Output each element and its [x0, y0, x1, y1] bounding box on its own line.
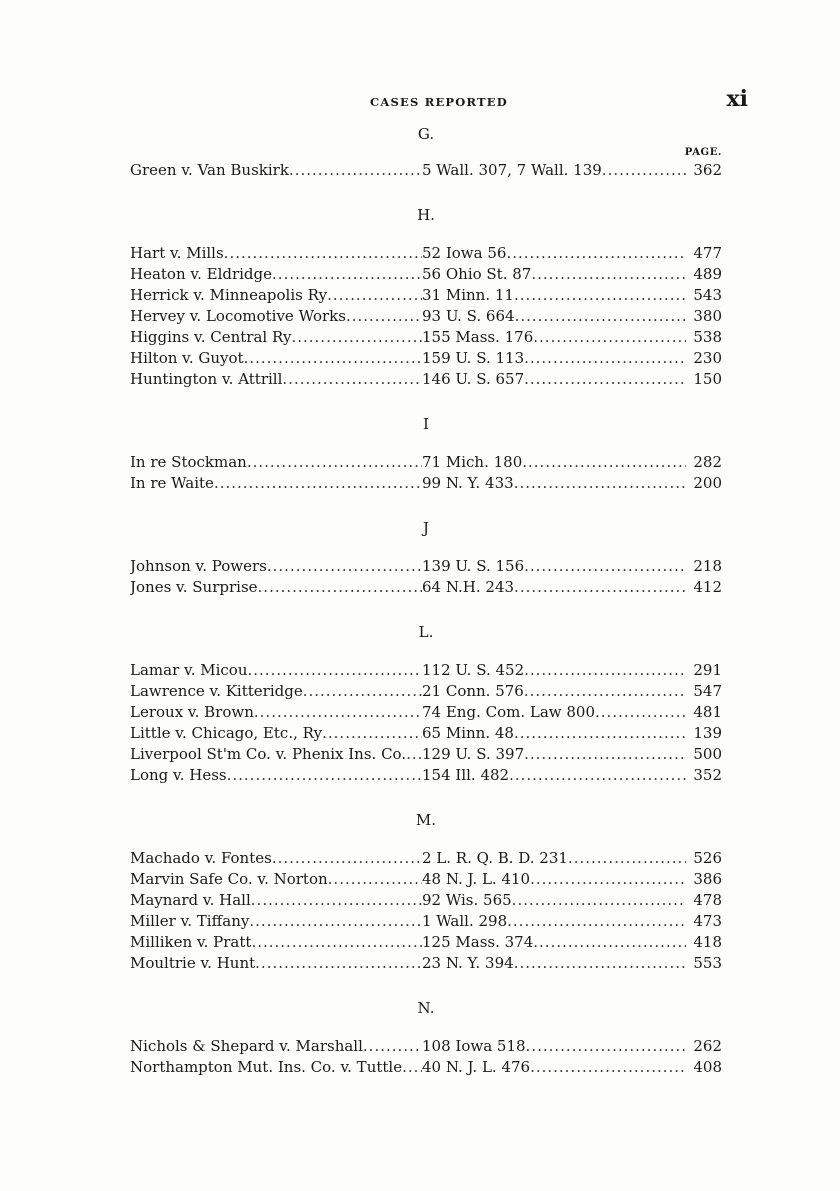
entry-list — [130, 660, 722, 786]
dot-leader — [363, 1036, 422, 1057]
case-name-cell — [130, 243, 422, 264]
page-ref: 526 — [693, 849, 722, 867]
citation: 99 N. Y. 433 — [422, 474, 514, 492]
case-name-cell — [130, 869, 422, 890]
page-header — [130, 86, 748, 112]
case-name-cell — [130, 911, 422, 932]
page-ref: 386 — [693, 870, 722, 888]
dot-leader — [227, 765, 422, 786]
section-letter: J — [422, 519, 429, 537]
case-name-cell — [130, 452, 422, 473]
citation: 139 U. S. 156 — [422, 557, 525, 575]
dot-leader — [506, 243, 686, 264]
case-name: Miller v. Tiffany — [130, 912, 250, 930]
case-name: Nichols & Shepard v. Marshall — [130, 1037, 363, 1055]
dot-leader — [530, 869, 686, 890]
citation-cell — [422, 869, 686, 890]
case-name: Northampton Mut. Ins. Co. v. Tuttle — [130, 1058, 403, 1076]
dot-leader — [248, 660, 423, 681]
case-name: Moultrie v. Hunt — [130, 954, 256, 972]
case-entry — [130, 452, 722, 473]
dot-leader — [514, 577, 686, 598]
dot-leader — [509, 765, 686, 786]
citation: 21 Conn. 576 — [422, 682, 524, 700]
citation: 112 U. S. 452 — [422, 661, 525, 679]
citation-cell — [422, 765, 686, 786]
citation-cell — [422, 744, 686, 765]
citation: 48 N. J. L. 410 — [422, 870, 531, 888]
citation: 93 U. S. 664 — [422, 307, 515, 325]
dot-leader — [327, 285, 422, 306]
case-name-cell — [130, 264, 422, 285]
page-ref: 489 — [693, 265, 722, 283]
dot-leader — [568, 848, 686, 869]
citation: 92 Wis. 565 — [422, 891, 512, 909]
citation-cell — [422, 932, 686, 953]
section-letter: M. — [415, 811, 437, 829]
case-name: Huntington v. Attrill — [130, 370, 283, 388]
citation: 159 U. S. 113 — [422, 349, 525, 367]
citation-cell — [422, 911, 686, 932]
case-name-cell — [130, 953, 422, 974]
dot-leader — [272, 848, 422, 869]
dot-leader — [524, 681, 686, 702]
index-section — [130, 414, 722, 494]
case-name: Machado v. Fontes — [130, 849, 272, 867]
page-ref: 380 — [693, 307, 722, 325]
citation-cell — [422, 327, 686, 348]
dot-leader — [247, 452, 422, 473]
citation-cell — [422, 660, 686, 681]
case-name-cell — [130, 577, 422, 598]
case-name: Higgins v. Central Ry — [130, 328, 292, 346]
citation-cell — [422, 723, 686, 744]
case-name: Hart v. Mills — [130, 244, 224, 262]
case-entry — [130, 1036, 722, 1057]
entry-list — [130, 243, 722, 390]
page-ref: 477 — [693, 244, 722, 262]
case-name: Jones v. Surprise — [130, 578, 258, 596]
case-entry — [130, 660, 722, 681]
citation-cell — [422, 306, 686, 327]
case-name-cell — [130, 723, 422, 744]
dot-leader — [512, 890, 686, 911]
page-ref: 412 — [693, 578, 722, 596]
index-section — [130, 998, 722, 1078]
case-name-cell — [130, 660, 422, 681]
dot-leader — [272, 264, 422, 285]
dot-leader — [282, 369, 422, 390]
citation-cell — [422, 1057, 686, 1078]
citation-cell — [422, 1036, 686, 1057]
dot-leader — [514, 953, 686, 974]
case-name-cell — [130, 744, 422, 765]
citation-cell — [422, 285, 686, 306]
citation-cell — [422, 264, 686, 285]
dot-leader — [530, 1057, 686, 1078]
case-name-cell — [130, 160, 422, 181]
citation: 129 U. S. 397 — [422, 745, 525, 763]
dot-leader — [346, 306, 422, 327]
citation-cell — [422, 577, 686, 598]
case-entry — [130, 869, 722, 890]
dot-leader — [514, 473, 686, 494]
case-entry — [130, 473, 722, 494]
dot-leader — [244, 348, 422, 369]
citation: 65 Minn. 48 — [422, 724, 514, 742]
dot-leader — [533, 327, 686, 348]
case-entry — [130, 765, 722, 786]
page-ref: 200 — [693, 474, 722, 492]
case-name: In re Waite — [130, 474, 214, 492]
case-entry — [130, 911, 722, 932]
dot-leader — [267, 556, 422, 577]
case-entry — [130, 681, 722, 702]
dot-leader — [406, 744, 422, 765]
cases-reported-index — [130, 124, 722, 1078]
citation: 71 Mich. 180 — [422, 453, 523, 471]
dot-leader — [595, 702, 686, 723]
dot-leader — [533, 932, 686, 953]
citation: 125 Mass. 374 — [422, 933, 534, 951]
page-ref: 481 — [693, 703, 722, 721]
case-entry — [130, 953, 722, 974]
dot-leader — [531, 264, 686, 285]
dot-leader — [254, 702, 422, 723]
case-entry — [130, 160, 722, 181]
case-name-cell — [130, 306, 422, 327]
case-name: Hervey v. Locomotive Works — [130, 307, 346, 325]
case-name: Lawrence v. Kitteridge — [130, 682, 303, 700]
page-ref: 230 — [693, 349, 722, 367]
dot-leader — [524, 744, 686, 765]
case-name: Milliken v. Pratt — [130, 933, 252, 951]
dot-leader — [514, 723, 686, 744]
section-letter: G. — [417, 125, 435, 143]
citation-cell — [422, 160, 686, 181]
case-entry — [130, 848, 722, 869]
page-ref: 478 — [693, 891, 722, 909]
dot-leader — [514, 285, 686, 306]
entry-list — [130, 556, 722, 598]
dot-leader — [515, 306, 686, 327]
page-column-label: PAGE. — [684, 147, 722, 158]
citation: 146 U. S. 657 — [422, 370, 525, 388]
page-ref: 282 — [693, 453, 722, 471]
citation-cell — [422, 556, 686, 577]
case-entry — [130, 577, 722, 598]
case-name: Lamar v. Micou — [130, 661, 248, 679]
dot-leader — [522, 452, 686, 473]
case-name: Johnson v. Powers — [130, 557, 267, 575]
dot-leader — [402, 1057, 422, 1078]
citation: 40 N. J. L. 476 — [422, 1058, 531, 1076]
case-name-cell — [130, 556, 422, 577]
page-ref: 139 — [693, 724, 722, 742]
page-ref: 538 — [693, 328, 722, 346]
case-name-cell — [130, 702, 422, 723]
case-entry — [130, 556, 722, 577]
citation-cell — [422, 369, 686, 390]
citation: 31 Minn. 11 — [422, 286, 514, 304]
citation-cell — [422, 953, 686, 974]
case-name-cell — [130, 848, 422, 869]
case-entry — [130, 369, 722, 390]
case-name-cell — [130, 369, 422, 390]
case-name: Green v. Van Buskirk — [130, 161, 289, 179]
case-entry — [130, 723, 722, 744]
dot-leader — [224, 243, 422, 264]
case-name-cell — [130, 327, 422, 348]
page-ref: 262 — [693, 1037, 722, 1055]
case-entry — [130, 348, 722, 369]
page-ref: 543 — [693, 286, 722, 304]
citation: 56 Ohio St. 87 — [422, 265, 532, 283]
entry-list — [130, 160, 722, 181]
dot-leader — [507, 911, 686, 932]
case-name-cell — [130, 473, 422, 494]
dot-leader — [258, 577, 422, 598]
citation: 64 N.H. 243 — [422, 578, 515, 596]
dot-leader — [524, 556, 686, 577]
citation-cell — [422, 890, 686, 911]
dot-leader — [249, 911, 422, 932]
case-entry — [130, 1057, 722, 1078]
citation-cell — [422, 473, 686, 494]
page-ref: 362 — [693, 161, 722, 179]
dot-leader — [255, 953, 422, 974]
case-name-cell — [130, 890, 422, 911]
entry-list — [130, 848, 722, 974]
page-ref: 553 — [693, 954, 722, 972]
index-section — [130, 622, 722, 786]
page-ref: 473 — [693, 912, 722, 930]
page-ref: 408 — [693, 1058, 722, 1076]
case-entry — [130, 243, 722, 264]
citation: 1 Wall. 298 — [422, 912, 508, 930]
citation-cell — [422, 702, 686, 723]
citation-cell — [422, 348, 686, 369]
page-number: xi — [726, 86, 748, 112]
dot-leader — [524, 660, 686, 681]
case-entry — [130, 932, 722, 953]
case-entry — [130, 285, 722, 306]
case-name-cell — [130, 932, 422, 953]
page-ref: 150 — [693, 370, 722, 388]
citation: 23 N. Y. 394 — [422, 954, 514, 972]
case-name-cell — [130, 285, 422, 306]
case-name: Hilton v. Guyot — [130, 349, 244, 367]
case-name: Long v. Hess — [130, 766, 227, 784]
case-entry — [130, 327, 722, 348]
citation: 52 Iowa 56 — [422, 244, 507, 262]
case-entry — [130, 264, 722, 285]
dot-leader — [524, 348, 686, 369]
running-head: CASES REPORTED — [370, 95, 508, 109]
page-ref: 352 — [693, 766, 722, 784]
page-ref: 418 — [693, 933, 722, 951]
dot-leader — [289, 160, 422, 181]
citation: 74 Eng. Com. Law 800 — [422, 703, 596, 721]
case-name: Maynard v. Hall — [130, 891, 251, 909]
index-section — [130, 124, 722, 181]
citation: 5 Wall. 307, 7 Wall. 139 — [422, 161, 602, 179]
case-name: Leroux v. Brown — [130, 703, 254, 721]
dot-leader — [303, 681, 422, 702]
citation: 2 L. R. Q. B. D. 231 — [422, 849, 568, 867]
dot-leader — [291, 327, 422, 348]
entry-list — [130, 1036, 722, 1078]
section-letter: I — [423, 415, 429, 433]
citation: 155 Mass. 176 — [422, 328, 534, 346]
case-name: Marvin Safe Co. v. Norton — [130, 870, 328, 888]
entry-list — [130, 452, 722, 494]
section-letter: H. — [417, 206, 435, 224]
page-ref: 547 — [693, 682, 722, 700]
index-section — [130, 518, 722, 598]
dot-leader — [251, 890, 422, 911]
citation-cell — [422, 452, 686, 473]
page-ref: 291 — [693, 661, 722, 679]
citation-cell — [422, 243, 686, 264]
dot-leader — [524, 369, 686, 390]
page-ref: 500 — [693, 745, 722, 763]
section-letter: L. — [418, 623, 434, 641]
case-name: Liverpool St'm Co. v. Phenix Ins. Co. — [130, 745, 407, 763]
case-name: Little v. Chicago, Etc., Ry — [130, 724, 323, 742]
case-entry — [130, 890, 722, 911]
case-name: Herrick v. Minneapolis Ry — [130, 286, 328, 304]
case-name-cell — [130, 1036, 422, 1057]
dot-leader — [322, 723, 422, 744]
case-name: In re Stockman — [130, 453, 247, 471]
citation: 154 Ill. 482 — [422, 766, 510, 784]
case-name-cell — [130, 681, 422, 702]
case-name-cell — [130, 765, 422, 786]
dot-leader — [328, 869, 422, 890]
case-name-cell — [130, 1057, 422, 1078]
case-entry — [130, 702, 722, 723]
dot-leader — [602, 160, 686, 181]
page-ref: 218 — [693, 557, 722, 575]
section-letter: N. — [417, 999, 435, 1017]
citation-cell — [422, 681, 686, 702]
index-section — [130, 810, 722, 974]
case-name-cell — [130, 348, 422, 369]
citation-cell — [422, 848, 686, 869]
citation: 108 Iowa 518 — [422, 1037, 526, 1055]
index-section — [130, 205, 722, 390]
case-name: Heaton v. Eldridge — [130, 265, 273, 283]
dot-leader — [251, 932, 422, 953]
case-entry — [130, 306, 722, 327]
dot-leader — [526, 1036, 686, 1057]
dot-leader — [214, 473, 422, 494]
case-entry — [130, 744, 722, 765]
